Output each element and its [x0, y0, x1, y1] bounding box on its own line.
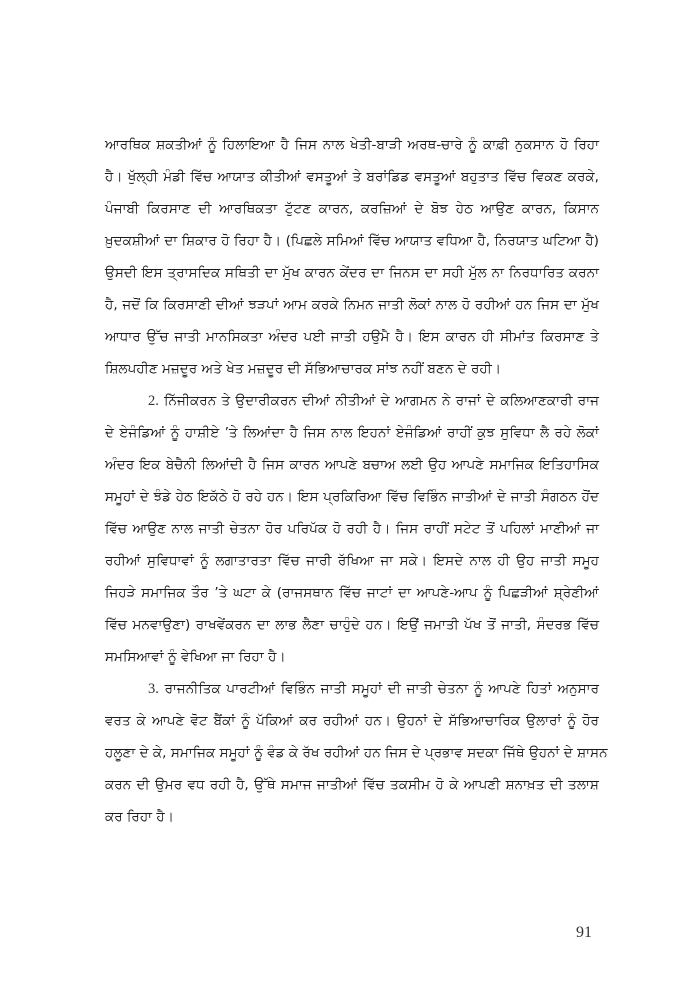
- text-line: ਸਮਸਿਆਵਾਂ ਨੂੰ ਵੇਖਿਆ ਜਾ ਰਿਹਾ ਹੈ।: [105, 649, 286, 665]
- text-line: ਕਰ ਰਿਹਾ ਹੈ।: [105, 809, 174, 825]
- text-line: ਜਿਹੜੇ ਸਮਾਜਿਕ ਤੌਰ ’ਤੇ ਘਟਾ ਕੇ (ਰਾਜਸਥਾਨ ਵਿੱਚ ਜਾਟਾਂ ਦਾ ਆਪਣੇ-ਆਪ ਨੂੰ ਪਿਛੜੀਆਂ ਸ਼੍ਰੇਣੀਆਂ: [105, 585, 599, 601]
- text-line: ਸਮੂਹਾਂ ਦੇ ਝੰਡੇ ਹੇਠ ਇਕੱਠੇ ਹੋ ਰਹੇ ਹਨ। ਇਸ ਪ੍ਰਕਿਰਿਆ ਵਿੱਚ ਵਿਭਿੰਨ ਜਾਤੀਆਂ ਦੇ ਜਾਤੀ ਸੰਗਠਨ ਹੋਂਦ: [105, 489, 599, 505]
- body-text: [105, 129, 608, 833]
- page-number: 91: [576, 924, 592, 941]
- paragraph-3: [105, 673, 608, 833]
- text-line: ਆਧਾਰ ਉੱਚ ਜਾਤੀ ਮਾਨਸਿਕਤਾ ਅੰਦਰ ਪਈ ਜਾਤੀ ਹਉਮੈ ਹੈ। ਇਸ ਕਾਰਨ ਹੀ ਸੀਮਾਂਤ ਕਿਰਸਾਣ ਤੇ: [105, 329, 599, 345]
- paragraph-2: [105, 385, 599, 673]
- text-line: ਵਿੱਚ ਮਨਵਾਉਣਾ) ਰਾਖਵੇਂਕਰਨ ਦਾ ਲਾਭ ਲੈਣਾ ਚਾਹੁੰਦੇ ਹਨ। ਇਉਂ ਜਮਾਤੀ ਪੱਖ ਤੋਂ ਜਾਤੀ, ਸੰਦਰਭ ਵਿੱਚ: [105, 617, 599, 633]
- text-line: ਕਰਨ ਦੀ ਉਮਰ ਵਧ ਰਹੀ ਹੈ, ਉੱਥੇ ਸਮਾਜ ਜਾਤੀਆਂ ਵਿੱਚ ਤਕਸੀਮ ਹੋ ਕੇ ਆਪਣੀ ਸ਼ਨਾਖ਼ਤ ਦੀ ਤਲਾਸ਼: [105, 777, 599, 793]
- text-line: ਸ਼ਿਲਪਹੀਣ ਮਜ਼ਦੂਰ ਅਤੇ ਖੇਤ ਮਜ਼ਦੂਰ ਦੀ ਸੱਭਿਆਚਾਰਕ ਸਾਂਝ ਨਹੀਂ ਬਣਨ ਦੇ ਰਹੀ।: [105, 361, 502, 377]
- text-line: ਹਲੂਣਾ ਦੇ ਕੇ, ਸਮਾਜਿਕ ਸਮੂਹਾਂ ਨੂੰ ਵੰਡ ਕੇ ਰੱਖ ਰਹੀਆਂ ਹਨ ਜਿਸ ਦੇ ਪ੍ਰਭਾਵ ਸਦਕਾ ਜਿੱਥੇ ਉਹਨਾਂ ਦੇ ਸ਼ਾਸਨ: [105, 745, 608, 761]
- text-line: ਉਸਦੀ ਇਸ ਤ੍ਰਾਸਦਿਕ ਸਥਿਤੀ ਦਾ ਮੁੱਖ ਕਾਰਨ ਕੇਂਦਰ ਦਾ ਜਿਨਸ ਦਾ ਸਹੀ ਮੁੱਲ ਨਾ ਨਿਰਧਾਰਿਤ ਕਰਨਾ: [105, 265, 599, 281]
- text-line-content: ਨਿੱਜੀਕਰਨ ਤੇ ਉਦਾਰੀਕਰਨ ਦੀਆਂ ਨੀਤੀਆਂ ਦੇ ਆਗਮਨ ਨੇ ਰਾਜਾਂ ਦੇ ਕਲਿਆਣਕਾਰੀ ਰਾਜ: [164, 393, 600, 409]
- paragraph-1: [105, 129, 599, 385]
- paragraph-number: 2.: [148, 393, 159, 409]
- text-line-first: [105, 385, 599, 417]
- text-line: ਦੇ ਏਜੰਡਿਆਂ ਨੂੰ ਹਾਸ਼ੀਏ ’ਤੇ ਲਿਆਂਦਾ ਹੈ ਜਿਸ ਨਾਲ ਇਹਨਾਂ ਏਜੰਡਿਆਂ ਰਾਹੀਂ ਕੁਝ ਸੁਵਿਧਾ ਲੈ ਰਹੇ ਲੋਕਾਂ: [105, 425, 599, 441]
- text-line: ਆਰਥਿਕ ਸ਼ਕਤੀਆਂ ਨੂੰ ਹਿਲਾਇਆ ਹੈ ਜਿਸ ਨਾਲ ਖੇਤੀ-ਬਾੜੀ ਅਰਥ-ਚਾਰੇ ਨੂੰ ਕਾਫ਼ੀ ਨੁਕਸਾਨ ਹੋ ਰਿਹਾ: [105, 137, 599, 153]
- paragraph-number: 3.: [148, 681, 159, 697]
- text-line: ਵਿੱਚ ਆਉਣ ਨਾਲ ਜਾਤੀ ਚੇਤਨਾ ਹੋਰ ਪਰਿਪੱਕ ਹੋ ਰਹੀ ਹੈ। ਜਿਸ ਰਾਹੀਂ ਸਟੇਟ ਤੋਂ ਪਹਿਲਾਂ ਮਾਣੀਆਂ ਜਾ: [105, 521, 599, 537]
- text-line: ਖ਼ੁਦਕਸ਼ੀਆਂ ਦਾ ਸ਼ਿਕਾਰ ਹੋ ਰਿਹਾ ਹੈ। (ਪਿਛਲੇ ਸਮਿਆਂ ਵਿੱਚ ਆਯਾਤ ਵਧਿਆ ਹੈ, ਨਿਰਯਾਤ ਘਟਿਆ ਹੈ): [105, 233, 599, 249]
- text-line: ਅੰਦਰ ਇਕ ਬੇਚੈਨੀ ਲਿਆਂਦੀ ਹੈ ਜਿਸ ਕਾਰਨ ਆਪਣੇ ਬਚਾਅ ਲਈ ਉਹ ਆਪਣੇ ਸਮਾਜਿਕ ਇਤਿਹਾਸਿਕ: [105, 457, 599, 473]
- text-line-first: [105, 673, 599, 705]
- text-line: ਹੈ, ਜਦੋਂ ਕਿ ਕਿਰਸਾਣੀ ਦੀਆਂ ਝੜਪਾਂ ਆਮ ਕਰਕੇ ਨਿਮਨ ਜਾਤੀ ਲੋਕਾਂ ਨਾਲ ਹੋ ਰਹੀਆਂ ਹਨ ਜਿਸ ਦਾ ਮੁੱਖ: [105, 297, 599, 313]
- text-line: ਪੰਜਾਬੀ ਕਿਰਸਾਣ ਦੀ ਆਰਥਿਕਤਾ ਟੁੱਟਣ ਕਾਰਨ, ਕਰਜ਼ਿਆਂ ਦੇ ਬੋਝ ਹੇਠ ਆਉਣ ਕਾਰਨ, ਕਿਸਾਨ: [105, 201, 599, 217]
- text-line-content: ਰਾਜਨੀਤਿਕ ਪਾਰਟੀਆਂ ਵਿਭਿੰਨ ਜਾਤੀ ਸਮੂਹਾਂ ਦੀ ਜਾਤੀ ਚੇਤਨਾ ਨੂੰ ਆਪਣੇ ਹਿਤਾਂ ਅਨੁਸਾਰ: [164, 681, 600, 697]
- text-line: ਰਹੀਆਂ ਸੁਵਿਧਾਵਾਂ ਨੂੰ ਲਗਾਤਾਰਤਾ ਵਿੱਚ ਜਾਰੀ ਰੱਖਿਆ ਜਾ ਸਕੇ। ਇਸਦੇ ਨਾਲ ਹੀ ਉਹ ਜਾਤੀ ਸਮੂਹ: [105, 553, 599, 569]
- text-line: ਵਰਤ ਕੇ ਆਪਣੇ ਵੋਟ ਬੈਂਕਾਂ ਨੂੰ ਪੱਕਿਆਂ ਕਰ ਰਹੀਆਂ ਹਨ। ਉਹਨਾਂ ਦੇ ਸੱਭਿਆਚਾਰਿਕ ਉਲਾਰਾਂ ਨੂੰ ਹੋਰ: [105, 713, 599, 729]
- text-line: ਹੈ। ਖੁੱਲ੍ਹੀ ਮੰਡੀ ਵਿੱਚ ਆਯਾਤ ਕੀਤੀਆਂ ਵਸਤੂਆਂ ਤੇ ਬਰਾਂਡਿਡ ਵਸਤੂਆਂ ਬਹੁਤਾਤ ਵਿੱਚ ਵਿਕਣ ਕਰਕੇ,: [105, 169, 599, 185]
